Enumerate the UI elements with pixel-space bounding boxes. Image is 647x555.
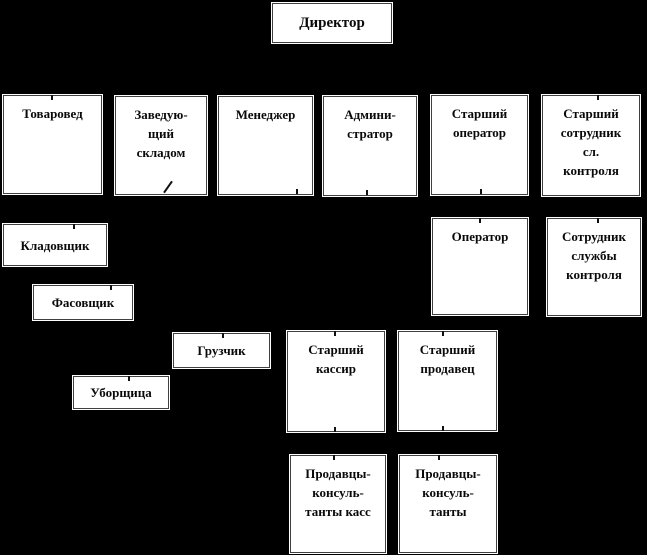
connector-fragment <box>334 331 336 336</box>
org-node-label: Продавцы- <box>305 466 371 481</box>
org-node-prodavtsy-kass <box>290 455 386 553</box>
connector-fragment <box>442 426 444 431</box>
org-node-label: танты касс <box>305 504 371 519</box>
org-node-label: Старший <box>419 342 476 357</box>
connector-fragment <box>110 285 112 290</box>
connector-fragment <box>222 333 224 338</box>
org-node-label: Оператор <box>451 229 509 244</box>
org-node-label: Сотрудник <box>561 229 627 244</box>
org-node-label: контроля <box>563 163 619 178</box>
org-node-label: Старший <box>451 106 508 121</box>
org-node-label: Директор <box>299 14 365 31</box>
org-node-label: Админи- <box>344 107 396 122</box>
connector-fragment <box>479 218 481 223</box>
org-node-zav-skladom <box>115 96 207 195</box>
connector-fragment <box>73 224 75 229</box>
connector-fragment <box>128 376 130 381</box>
org-node-label: консуль- <box>422 485 474 500</box>
connector-fragment <box>597 95 599 100</box>
org-node-sotrudnik-kontrolya <box>547 218 641 316</box>
connector-fragment <box>366 190 368 195</box>
org-node-st-operator <box>431 95 528 195</box>
org-node-label: продавец <box>420 361 475 376</box>
org-node-label: щий <box>148 126 174 141</box>
org-node-label: танты <box>429 504 467 519</box>
org-node-label: службы <box>571 248 617 263</box>
connector-fragment <box>51 95 53 100</box>
org-node-tovaroved <box>3 95 102 194</box>
org-node-label: контроля <box>566 267 622 282</box>
org-node-label: складом <box>136 145 186 160</box>
connector-fragment <box>597 218 599 223</box>
org-node-label: Товаровед <box>22 106 83 121</box>
org-node-label: Грузчик <box>197 343 246 358</box>
org-node-label: оператор <box>452 125 507 140</box>
org-node-label: консуль- <box>312 485 364 500</box>
org-node-st-kassir <box>287 331 385 432</box>
org-node-fasovshchik <box>33 285 133 320</box>
connector-fragment <box>442 331 444 336</box>
connector-fragment <box>333 455 335 460</box>
connector-fragment <box>334 427 336 432</box>
org-node-prodavtsy <box>399 455 497 553</box>
connector-fragment <box>296 189 298 194</box>
org-node-label: кассир <box>315 361 357 376</box>
org-node-label: сотрудник <box>560 125 622 140</box>
org-node-label: сл. <box>582 144 600 159</box>
org-node-director <box>272 3 392 43</box>
org-node-label: стратор <box>347 126 393 141</box>
org-node-administrator <box>323 96 417 196</box>
org-node-label: Фасовщик <box>51 295 115 310</box>
org-node-manager <box>218 96 313 195</box>
org-node-st-sotrudnik-kontrolya <box>542 95 640 196</box>
org-node-uborshchitsa <box>73 376 169 409</box>
org-node-label: Продавцы- <box>415 466 481 481</box>
org-node-st-prodavets <box>398 331 497 431</box>
org-node-gruzchik <box>173 333 270 368</box>
org-node-label: Менеджер <box>235 107 296 122</box>
connector-fragment <box>438 455 440 460</box>
org-node-label: Старший <box>308 342 364 357</box>
connector-fragment <box>480 189 482 194</box>
org-node-label: Старший <box>563 106 619 121</box>
org-node-label: Уборщица <box>90 385 152 400</box>
org-node-label: Заведую- <box>134 107 188 122</box>
org-node-operator <box>432 218 528 315</box>
org-node-label: Кладовщик <box>20 237 90 253</box>
org-node-kladovshchik <box>3 224 107 266</box>
